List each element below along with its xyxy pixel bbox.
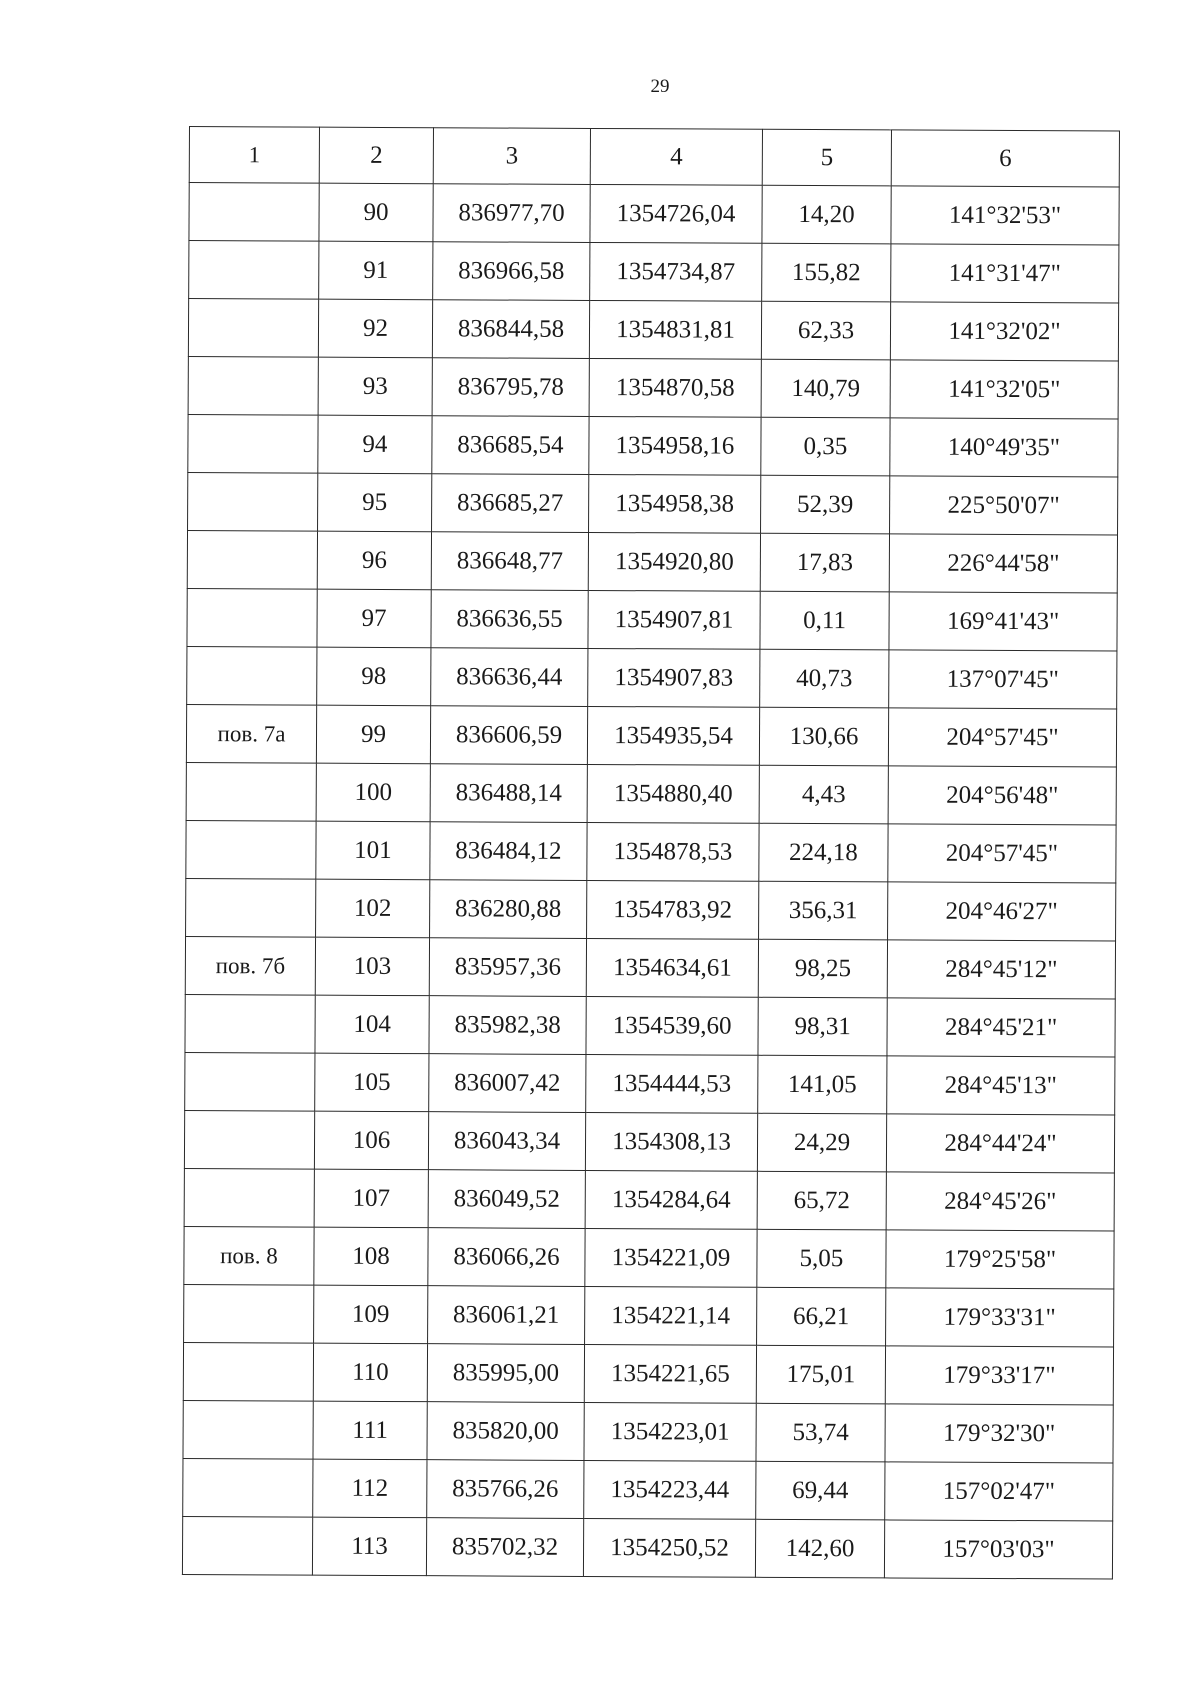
cell-y-coordinate: 1354878,53 [587,822,759,881]
cell-distance: 356,31 [759,881,888,940]
cell-x-coordinate: 836043,34 [428,1112,585,1171]
cell-point-number: 111 [313,1401,427,1460]
cell-x-coordinate: 836795,78 [432,358,589,417]
cell-point-number: 106 [314,1111,428,1170]
cell-y-coordinate: 1354308,13 [585,1112,757,1171]
cell-y-coordinate: 1354444,53 [586,1054,758,1113]
table-row [188,472,1118,535]
table-row [182,1516,1112,1579]
cell-direction-angle: 284°45'21" [887,998,1115,1057]
cell-y-coordinate: 1354907,83 [588,648,760,707]
cell-y-coordinate: 1354880,40 [587,764,759,823]
cell-point-number: 90 [319,183,433,242]
cell-point-number: 107 [314,1169,428,1228]
cell-y-coordinate: 1354907,81 [588,590,760,649]
cell-distance: 4,43 [759,765,888,824]
cell-y-coordinate: 1354223,01 [584,1402,756,1461]
cell-turn-label [187,646,317,705]
cell-x-coordinate: 835766,26 [427,1460,584,1519]
cell-distance: 130,66 [759,707,888,766]
cell-distance: 224,18 [759,823,888,882]
cell-direction-angle: 179°33'17" [885,1346,1113,1405]
cell-x-coordinate: 836606,59 [430,706,587,765]
table-row [183,1342,1113,1405]
table-row [187,588,1117,651]
cell-x-coordinate: 835702,32 [426,1518,583,1577]
cell-x-coordinate: 836636,55 [431,590,588,649]
cell-direction-angle: 226°44'58" [889,534,1117,593]
cell-distance: 62,33 [761,301,890,360]
cell-x-coordinate: 835995,00 [427,1344,584,1403]
cell-direction-angle: 204°57'45" [888,824,1116,883]
cell-x-coordinate: 836966,58 [433,242,590,301]
cell-turn-label [186,820,316,879]
cell-y-coordinate: 1354221,14 [585,1286,757,1345]
cell-direction-angle: 225°50'07" [890,476,1118,535]
cell-y-coordinate: 1354831,81 [589,300,761,359]
cell-direction-angle: 284°44'24" [886,1114,1114,1173]
cell-direction-angle: 284°45'26" [886,1172,1114,1231]
cell-x-coordinate: 835957,36 [429,938,586,997]
table-header [189,127,1119,188]
cell-point-number: 95 [318,473,432,532]
cell-turn-label: пов. 8 [184,1226,314,1285]
cell-y-coordinate: 1354250,52 [583,1518,755,1577]
cell-direction-angle: 284°45'12" [887,940,1115,999]
cell-turn-label [183,1458,313,1517]
cell-x-coordinate: 836685,27 [432,474,589,533]
cell-point-number: 101 [316,821,430,880]
table-row [184,1226,1114,1289]
cell-distance: 66,21 [757,1287,886,1346]
cell-direction-angle: 169°41'43" [889,592,1117,651]
cell-x-coordinate: 836007,42 [429,1054,586,1113]
cell-point-number: 105 [315,1053,429,1112]
cell-distance: 141,05 [758,1055,887,1114]
cell-turn-label [183,1342,313,1401]
cell-y-coordinate: 1354726,04 [590,184,762,243]
table-row [183,1458,1113,1521]
cell-x-coordinate: 836648,77 [431,532,588,591]
cell-direction-angle: 179°33'31" [886,1288,1114,1347]
cell-turn-label [189,241,319,300]
cell-x-coordinate: 836049,52 [428,1170,585,1229]
cell-point-number: 97 [317,589,431,648]
cell-x-coordinate: 836488,14 [430,764,587,823]
table-row [184,1284,1114,1347]
cell-y-coordinate: 1354634,61 [586,938,758,997]
cell-turn-label [188,414,318,473]
cell-distance: 98,31 [758,997,887,1056]
table-row [185,994,1115,1057]
table-row [184,1110,1114,1173]
cell-direction-angle: 204°46'27" [888,882,1116,941]
table-row [185,1052,1115,1115]
cell-x-coordinate: 836061,21 [428,1286,585,1345]
cell-y-coordinate: 1354870,58 [589,358,761,417]
cell-distance: 98,25 [758,939,887,998]
cell-direction-angle: 141°31'47" [891,244,1119,303]
cell-point-number: 109 [314,1285,428,1344]
cell-point-number: 96 [317,531,431,590]
cell-direction-angle: 141°32'53" [891,186,1119,245]
cell-distance: 175,01 [756,1345,885,1404]
cell-turn-label [184,1110,314,1169]
cell-x-coordinate: 836977,70 [433,184,590,243]
cell-y-coordinate: 1354783,92 [587,880,759,939]
cell-turn-label [186,878,316,937]
cell-y-coordinate: 1354284,64 [585,1170,757,1229]
page-number: 29 [650,76,670,97]
cell-turn-label [188,299,318,358]
cell-turn-label [184,1284,314,1343]
cell-direction-angle: 179°32'30" [885,1404,1113,1463]
cell-turn-label [184,1168,314,1227]
column-header-3: 3 [433,128,590,185]
cell-distance: 24,29 [757,1113,886,1172]
cell-x-coordinate: 836636,44 [431,648,588,707]
table-row [187,530,1117,593]
cell-turn-label: пов. 7б [185,936,315,995]
table-row [188,414,1118,477]
column-header-2: 2 [319,127,433,184]
table-row [186,704,1116,767]
table-row [189,241,1119,304]
cell-direction-angle: 204°57'45" [888,708,1116,767]
cell-distance: 17,83 [760,533,889,592]
cell-point-number: 104 [315,995,429,1054]
cell-point-number: 93 [318,357,432,416]
cell-x-coordinate: 835820,00 [427,1402,584,1461]
cell-point-number: 113 [312,1517,426,1576]
cell-y-coordinate: 1354539,60 [586,996,758,1055]
table-row [185,936,1115,999]
cell-distance: 14,20 [762,185,891,244]
cell-point-number: 108 [314,1227,428,1286]
cell-distance: 65,72 [757,1171,886,1230]
cell-turn-label [188,356,318,415]
column-header-5: 5 [762,129,891,186]
cell-point-number: 91 [319,241,433,300]
column-header-6: 6 [891,130,1119,187]
cell-y-coordinate: 1354958,16 [589,416,761,475]
cell-distance: 5,05 [757,1229,886,1288]
cell-x-coordinate: 835982,38 [429,996,586,1055]
cell-distance: 155,82 [762,243,891,302]
cell-turn-label [182,1516,312,1575]
cell-distance: 53,74 [756,1403,885,1462]
cell-distance: 0,35 [761,417,890,476]
cell-point-number: 100 [316,763,430,822]
cell-point-number: 102 [316,879,430,938]
column-header-4: 4 [590,128,762,185]
cell-turn-label: пов. 7а [186,704,316,763]
cell-distance: 69,44 [756,1461,885,1520]
cell-turn-label [187,530,317,589]
cell-turn-label [186,762,316,821]
table-row [184,1168,1114,1231]
cell-distance: 140,79 [761,359,890,418]
cell-turn-label [183,1400,313,1459]
cell-turn-label [189,183,319,242]
table-row [186,762,1116,825]
cell-direction-angle: 141°32'02" [890,302,1118,361]
cell-x-coordinate: 836280,88 [430,880,587,939]
cell-turn-label [187,588,317,647]
table-row [188,299,1118,362]
table-body [182,183,1119,1580]
column-header-1: 1 [189,127,319,184]
cell-direction-angle: 140°49'35" [890,418,1118,477]
cell-x-coordinate: 836685,54 [432,416,589,475]
cell-y-coordinate: 1354920,80 [588,532,760,591]
cell-direction-angle: 157°03'03" [884,1520,1112,1579]
cell-x-coordinate: 836484,12 [430,822,587,881]
cell-turn-label [188,472,318,531]
cell-direction-angle: 141°32'05" [890,360,1118,419]
cell-distance: 52,39 [761,475,890,534]
cell-direction-angle: 284°45'13" [887,1056,1115,1115]
cell-y-coordinate: 1354958,38 [589,474,761,533]
cell-y-coordinate: 1354221,09 [585,1228,757,1287]
cell-direction-angle: 157°02'47" [885,1462,1113,1521]
cell-x-coordinate: 836066,26 [428,1228,585,1287]
cell-point-number: 112 [313,1459,427,1518]
cell-distance: 0,11 [760,591,889,650]
table-row [186,878,1116,941]
cell-y-coordinate: 1354935,54 [587,706,759,765]
header-row [189,127,1119,188]
table-row [189,183,1119,246]
cell-y-coordinate: 1354221,65 [584,1344,756,1403]
cell-y-coordinate: 1354734,87 [590,242,762,301]
table-row [186,820,1116,883]
cell-direction-angle: 179°25'58" [886,1230,1114,1289]
cell-direction-angle: 204°56'48" [888,766,1116,825]
cell-distance: 142,60 [755,1519,884,1578]
cell-point-number: 99 [316,705,430,764]
cell-point-number: 110 [313,1343,427,1402]
cell-point-number: 98 [317,647,431,706]
cell-point-number: 92 [318,299,432,358]
cell-distance: 40,73 [760,649,889,708]
table-row [188,356,1118,419]
cell-turn-label [185,994,315,1053]
table-row [187,646,1117,709]
cell-point-number: 94 [318,415,432,474]
cell-point-number: 103 [315,937,429,996]
table-row [183,1400,1113,1463]
cell-y-coordinate: 1354223,44 [584,1460,756,1519]
cell-direction-angle: 137°07'45" [889,650,1117,709]
coordinates-table [182,126,1120,1580]
cell-turn-label [185,1052,315,1111]
cell-x-coordinate: 836844,58 [432,300,589,359]
